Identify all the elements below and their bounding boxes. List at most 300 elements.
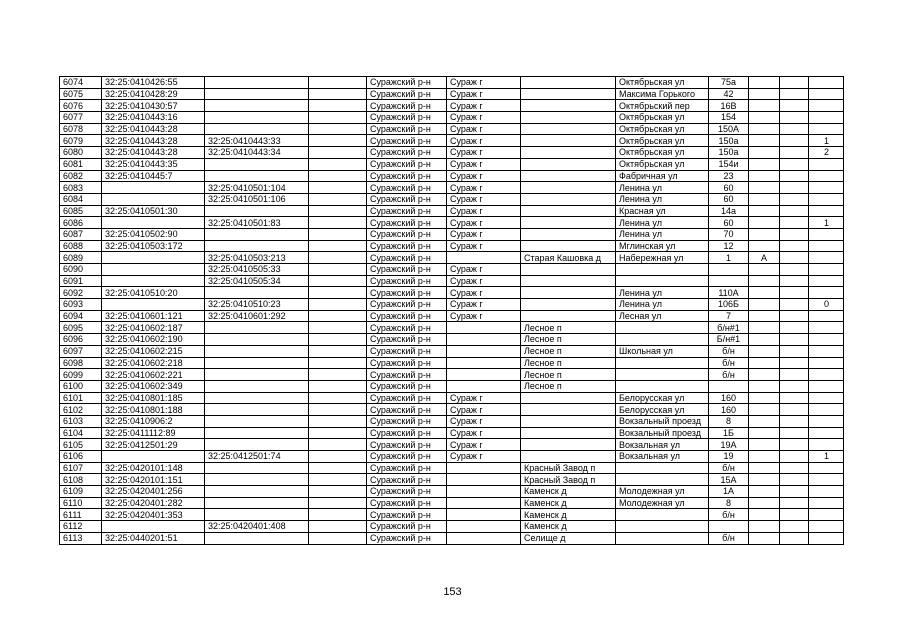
district-cell: Суражский р-н (367, 123, 447, 135)
street-cell: Октябрьская ул (616, 77, 709, 89)
district-cell: Суражский р-н (367, 334, 447, 346)
extra-col-cell (780, 217, 809, 229)
district-cell: Суражский р-н (367, 264, 447, 276)
extra-col-cell (780, 158, 809, 170)
settlement-cell (521, 310, 616, 322)
settlement-cell: Лесное п (521, 357, 616, 369)
extra-col-cell (780, 112, 809, 124)
street-cell: Набережная ул (616, 252, 709, 264)
row-number-cell: 6077 (60, 112, 102, 124)
district-cell: Суражский р-н (367, 462, 447, 474)
row-number-cell: 6102 (60, 404, 102, 416)
town-cell: Сураж г (447, 264, 521, 276)
building-letter-cell (749, 88, 780, 100)
cadastral-number-cell (102, 252, 205, 264)
settlement-cell (521, 217, 616, 229)
street-cell: Октябрьская ул (616, 147, 709, 159)
extra-col-cell (780, 497, 809, 509)
cadastral-number-2-cell: 32:25:0410601:292 (205, 310, 309, 322)
apartment-number-cell (809, 369, 844, 381)
building-letter-cell (749, 345, 780, 357)
settlement-cell: Лесное п (521, 369, 616, 381)
house-number-cell: 1А (709, 486, 749, 498)
cadastral-number-2-cell (205, 334, 309, 346)
extra-col-cell (780, 205, 809, 217)
cadastral-number-2-cell (205, 392, 309, 404)
cadastral-number-2-cell: 32:25:0410443:33 (205, 135, 309, 147)
town-cell (447, 532, 521, 544)
cadastral-number-cell (102, 299, 205, 311)
table-row (60, 427, 844, 439)
row-number-cell: 6094 (60, 310, 102, 322)
district-cell: Суражский р-н (367, 439, 447, 451)
settlement-cell (521, 135, 616, 147)
district-cell: Суражский р-н (367, 486, 447, 498)
cadastral-number-cell: 32:25:0420401:353 (102, 509, 205, 521)
house-number-cell: 150а (709, 135, 749, 147)
cadastral-number-cell (102, 264, 205, 276)
building-letter-cell (749, 439, 780, 451)
town-cell: Сураж г (447, 205, 521, 217)
street-cell (616, 334, 709, 346)
street-cell: Ленина ул (616, 299, 709, 311)
street-cell: Октябрьский пер (616, 100, 709, 112)
property-register-table (59, 76, 844, 545)
apartment-number-cell (809, 380, 844, 392)
town-cell (447, 474, 521, 486)
apartment-number-cell (809, 77, 844, 89)
town-cell (447, 521, 521, 533)
cadastral-number-cell: 32:25:0410502:90 (102, 228, 205, 240)
district-cell: Суражский р-н (367, 205, 447, 217)
table-row (60, 322, 844, 334)
empty-col-cell (309, 369, 367, 381)
cadastral-number-cell: 32:25:0410443:28 (102, 147, 205, 159)
empty-col-cell (309, 486, 367, 498)
extra-col-cell (780, 392, 809, 404)
cadastral-number-2-cell (205, 205, 309, 217)
town-cell: Сураж г (447, 299, 521, 311)
empty-col-cell (309, 521, 367, 533)
house-number-cell: б/н (709, 532, 749, 544)
apartment-number-cell (809, 497, 844, 509)
row-number-cell: 6099 (60, 369, 102, 381)
house-number-cell: 1 (709, 252, 749, 264)
street-cell: Фабричная ул (616, 170, 709, 182)
house-number-cell: 8 (709, 497, 749, 509)
building-letter-cell (749, 486, 780, 498)
house-number-cell: б/н (709, 357, 749, 369)
extra-col-cell (780, 439, 809, 451)
house-number-cell: 110А (709, 287, 749, 299)
settlement-cell (521, 404, 616, 416)
table-row (60, 252, 844, 264)
district-cell: Суражский р-н (367, 380, 447, 392)
extra-col-cell (780, 404, 809, 416)
cadastral-number-2-cell (205, 345, 309, 357)
cadastral-number-cell: 32:25:0410510:20 (102, 287, 205, 299)
cadastral-number-cell (102, 451, 205, 463)
settlement-cell (521, 170, 616, 182)
cadastral-number-2-cell (205, 112, 309, 124)
district-cell: Суражский р-н (367, 427, 447, 439)
town-cell: Сураж г (447, 310, 521, 322)
table-row (60, 287, 844, 299)
cadastral-number-cell (102, 193, 205, 205)
row-number-cell: 6087 (60, 228, 102, 240)
house-number-cell: 60 (709, 217, 749, 229)
town-cell: Сураж г (447, 415, 521, 427)
apartment-number-cell (809, 486, 844, 498)
extra-col-cell (780, 345, 809, 357)
empty-col-cell (309, 147, 367, 159)
table-row (60, 451, 844, 463)
settlement-cell (521, 228, 616, 240)
house-number-cell: 19А (709, 439, 749, 451)
street-cell: Вокзальный проезд (616, 427, 709, 439)
street-cell (616, 264, 709, 276)
town-cell (447, 462, 521, 474)
street-cell (616, 380, 709, 392)
apartment-number-cell (809, 427, 844, 439)
row-number-cell: 6075 (60, 88, 102, 100)
table-row (60, 369, 844, 381)
empty-col-cell (309, 123, 367, 135)
cadastral-number-2-cell (205, 486, 309, 498)
cadastral-number-2-cell (205, 88, 309, 100)
town-cell (447, 357, 521, 369)
house-number-cell: 150а (709, 147, 749, 159)
cadastral-number-2-cell (205, 404, 309, 416)
street-cell: Вокзальная ул (616, 451, 709, 463)
table-row (60, 532, 844, 544)
house-number-cell: 15А (709, 474, 749, 486)
empty-col-cell (309, 275, 367, 287)
apartment-number-cell (809, 415, 844, 427)
building-letter-cell (749, 334, 780, 346)
district-cell: Суражский р-н (367, 170, 447, 182)
house-number-cell (709, 521, 749, 533)
street-cell: Октябрьская ул (616, 123, 709, 135)
apartment-number-cell (809, 112, 844, 124)
district-cell: Суражский р-н (367, 217, 447, 229)
extra-col-cell (780, 521, 809, 533)
extra-col-cell (780, 193, 809, 205)
settlement-cell: Лесное п (521, 322, 616, 334)
street-cell: Лесная ул (616, 310, 709, 322)
apartment-number-cell (809, 532, 844, 544)
district-cell: Суражский р-н (367, 345, 447, 357)
table-row (60, 380, 844, 392)
row-number-cell: 6103 (60, 415, 102, 427)
district-cell: Суражский р-н (367, 77, 447, 89)
town-cell: Сураж г (447, 182, 521, 194)
cadastral-number-cell: 32:25:0410443:35 (102, 158, 205, 170)
town-cell: Сураж г (447, 112, 521, 124)
table-row (60, 88, 844, 100)
extra-col-cell (780, 462, 809, 474)
street-cell: Вокзальный проезд (616, 415, 709, 427)
settlement-cell: Старая Кашовка д (521, 252, 616, 264)
house-number-cell: 19 (709, 451, 749, 463)
street-cell: Ленина ул (616, 287, 709, 299)
town-cell: Сураж г (447, 123, 521, 135)
empty-col-cell (309, 264, 367, 276)
extra-col-cell (780, 369, 809, 381)
town-cell: Сураж г (447, 228, 521, 240)
page-number: 153 (443, 586, 462, 598)
apartment-number-cell (809, 123, 844, 135)
street-cell: Ленина ул (616, 182, 709, 194)
table-row (60, 170, 844, 182)
house-number-cell: 150А (709, 123, 749, 135)
town-cell: Сураж г (447, 392, 521, 404)
cadastral-number-cell: 32:25:0410602:187 (102, 322, 205, 334)
building-letter-cell (749, 357, 780, 369)
settlement-cell (521, 112, 616, 124)
extra-col-cell (780, 147, 809, 159)
building-letter-cell (749, 299, 780, 311)
row-number-cell: 6107 (60, 462, 102, 474)
cadastral-number-cell: 32:25:0410443:28 (102, 123, 205, 135)
street-cell: Красная ул (616, 205, 709, 217)
cadastral-number-2-cell (205, 322, 309, 334)
cadastral-number-2-cell (205, 100, 309, 112)
empty-col-cell (309, 392, 367, 404)
building-letter-cell (749, 205, 780, 217)
street-cell: Максима Горького (616, 88, 709, 100)
district-cell: Суражский р-н (367, 521, 447, 533)
table-row (60, 77, 844, 89)
cadastral-number-cell: 32:25:0410602:215 (102, 345, 205, 357)
extra-col-cell (780, 532, 809, 544)
town-cell (447, 322, 521, 334)
district-cell: Суражский р-н (367, 404, 447, 416)
settlement-cell (521, 392, 616, 404)
street-cell: Ленина ул (616, 193, 709, 205)
extra-col-cell (780, 474, 809, 486)
cadastral-number-cell (102, 217, 205, 229)
district-cell: Суражский р-н (367, 252, 447, 264)
empty-col-cell (309, 170, 367, 182)
table-row (60, 299, 844, 311)
apartment-number-cell (809, 404, 844, 416)
building-letter-cell (749, 427, 780, 439)
building-letter-cell (749, 451, 780, 463)
settlement-cell (521, 275, 616, 287)
house-number-cell: 16В (709, 100, 749, 112)
cadastral-number-cell: 32:25:0420401:256 (102, 486, 205, 498)
cadastral-number-cell: 32:25:0410428:29 (102, 88, 205, 100)
empty-col-cell (309, 334, 367, 346)
cadastral-number-2-cell (205, 357, 309, 369)
street-cell: Вокзальная ул (616, 439, 709, 451)
town-cell: Сураж г (447, 88, 521, 100)
table-row (60, 497, 844, 509)
settlement-cell: Лесное п (521, 345, 616, 357)
building-letter-cell: А (749, 252, 780, 264)
settlement-cell: Каменск д (521, 509, 616, 521)
apartment-number-cell (809, 439, 844, 451)
cadastral-number-cell: 32:25:0420101:148 (102, 462, 205, 474)
table-row (60, 240, 844, 252)
building-letter-cell (749, 404, 780, 416)
house-number-cell: 60 (709, 182, 749, 194)
cadastral-number-cell (102, 521, 205, 533)
table-row (60, 345, 844, 357)
town-cell: Сураж г (447, 451, 521, 463)
house-number-cell: 60 (709, 193, 749, 205)
table-row (60, 112, 844, 124)
house-number-cell: б/н (709, 509, 749, 521)
cadastral-number-2-cell (205, 497, 309, 509)
row-number-cell: 6104 (60, 427, 102, 439)
extra-col-cell (780, 299, 809, 311)
district-cell: Суражский р-н (367, 509, 447, 521)
apartment-number-cell (809, 357, 844, 369)
row-number-cell: 6080 (60, 147, 102, 159)
building-letter-cell (749, 521, 780, 533)
empty-col-cell (309, 135, 367, 147)
apartment-number-cell (809, 392, 844, 404)
table-row (60, 392, 844, 404)
extra-col-cell (780, 170, 809, 182)
settlement-cell: Каменск д (521, 521, 616, 533)
building-letter-cell (749, 532, 780, 544)
table-row (60, 415, 844, 427)
empty-col-cell (309, 77, 367, 89)
house-number-cell: 7 (709, 310, 749, 322)
settlement-cell (521, 240, 616, 252)
building-letter-cell (749, 182, 780, 194)
building-letter-cell (749, 474, 780, 486)
cadastral-number-cell: 32:25:0410906:2 (102, 415, 205, 427)
town-cell: Сураж г (447, 404, 521, 416)
row-number-cell: 6101 (60, 392, 102, 404)
house-number-cell: 154и (709, 158, 749, 170)
street-cell (616, 521, 709, 533)
district-cell: Суражский р-н (367, 182, 447, 194)
table-body (60, 77, 844, 545)
town-cell: Сураж г (447, 275, 521, 287)
table-row (60, 509, 844, 521)
cadastral-number-cell: 32:25:0420401:282 (102, 497, 205, 509)
settlement-cell: Лесное п (521, 380, 616, 392)
row-number-cell: 6084 (60, 193, 102, 205)
table-row (60, 474, 844, 486)
settlement-cell: Красный Завод п (521, 462, 616, 474)
apartment-number-cell (809, 462, 844, 474)
cadastral-number-cell: 32:25:0420101:151 (102, 474, 205, 486)
settlement-cell (521, 77, 616, 89)
empty-col-cell (309, 357, 367, 369)
settlement-cell: Селище д (521, 532, 616, 544)
table-row (60, 158, 844, 170)
district-cell: Суражский р-н (367, 228, 447, 240)
apartment-number-cell (809, 521, 844, 533)
empty-col-cell (309, 182, 367, 194)
settlement-cell (521, 415, 616, 427)
building-letter-cell (749, 112, 780, 124)
town-cell: Сураж г (447, 439, 521, 451)
building-letter-cell (749, 170, 780, 182)
row-number-cell: 6078 (60, 123, 102, 135)
table-row (60, 310, 844, 322)
house-number-cell: 70 (709, 228, 749, 240)
settlement-cell: Каменск д (521, 486, 616, 498)
cadastral-number-2-cell (205, 170, 309, 182)
building-letter-cell (749, 240, 780, 252)
row-number-cell: 6093 (60, 299, 102, 311)
empty-col-cell (309, 439, 367, 451)
extra-col-cell (780, 322, 809, 334)
row-number-cell: 6088 (60, 240, 102, 252)
town-cell: Сураж г (447, 287, 521, 299)
empty-col-cell (309, 474, 367, 486)
apartment-number-cell: 1 (809, 217, 844, 229)
town-cell: Сураж г (447, 77, 521, 89)
house-number-cell: 160 (709, 392, 749, 404)
settlement-cell (521, 158, 616, 170)
street-cell (616, 275, 709, 287)
house-number-cell (709, 380, 749, 392)
row-number-cell: 6105 (60, 439, 102, 451)
empty-col-cell (309, 228, 367, 240)
row-number-cell: 6097 (60, 345, 102, 357)
town-cell: Сураж г (447, 427, 521, 439)
empty-col-cell (309, 404, 367, 416)
apartment-number-cell (809, 322, 844, 334)
row-number-cell: 6111 (60, 509, 102, 521)
table-row (60, 462, 844, 474)
empty-col-cell (309, 509, 367, 521)
district-cell: Суражский р-н (367, 193, 447, 205)
cadastral-number-2-cell: 32:25:0410503:213 (205, 252, 309, 264)
district-cell: Суражский р-н (367, 497, 447, 509)
empty-col-cell (309, 252, 367, 264)
building-letter-cell (749, 380, 780, 392)
cadastral-number-cell: 32:25:0410601:121 (102, 310, 205, 322)
cadastral-number-cell: 32:25:0410426:55 (102, 77, 205, 89)
extra-col-cell (780, 287, 809, 299)
cadastral-number-cell: 32:25:0411112:89 (102, 427, 205, 439)
empty-col-cell (309, 287, 367, 299)
table-row (60, 205, 844, 217)
row-number-cell: 6086 (60, 217, 102, 229)
empty-col-cell (309, 451, 367, 463)
extra-col-cell (780, 334, 809, 346)
row-number-cell: 6092 (60, 287, 102, 299)
table-row (60, 404, 844, 416)
house-number-cell: б/н (709, 345, 749, 357)
extra-col-cell (780, 509, 809, 521)
cadastral-number-2-cell (205, 287, 309, 299)
row-number-cell: 6112 (60, 521, 102, 533)
street-cell: Октябрьская ул (616, 112, 709, 124)
cadastral-number-2-cell (205, 369, 309, 381)
row-number-cell: 6108 (60, 474, 102, 486)
apartment-number-cell: 1 (809, 451, 844, 463)
town-cell: Сураж г (447, 100, 521, 112)
building-letter-cell (749, 135, 780, 147)
settlement-cell (521, 88, 616, 100)
district-cell: Суражский р-н (367, 369, 447, 381)
settlement-cell (521, 205, 616, 217)
cadastral-number-2-cell (205, 427, 309, 439)
cadastral-number-cell: 32:25:0410602:349 (102, 380, 205, 392)
cadastral-number-2-cell: 32:25:0410501:106 (205, 193, 309, 205)
apartment-number-cell (809, 310, 844, 322)
